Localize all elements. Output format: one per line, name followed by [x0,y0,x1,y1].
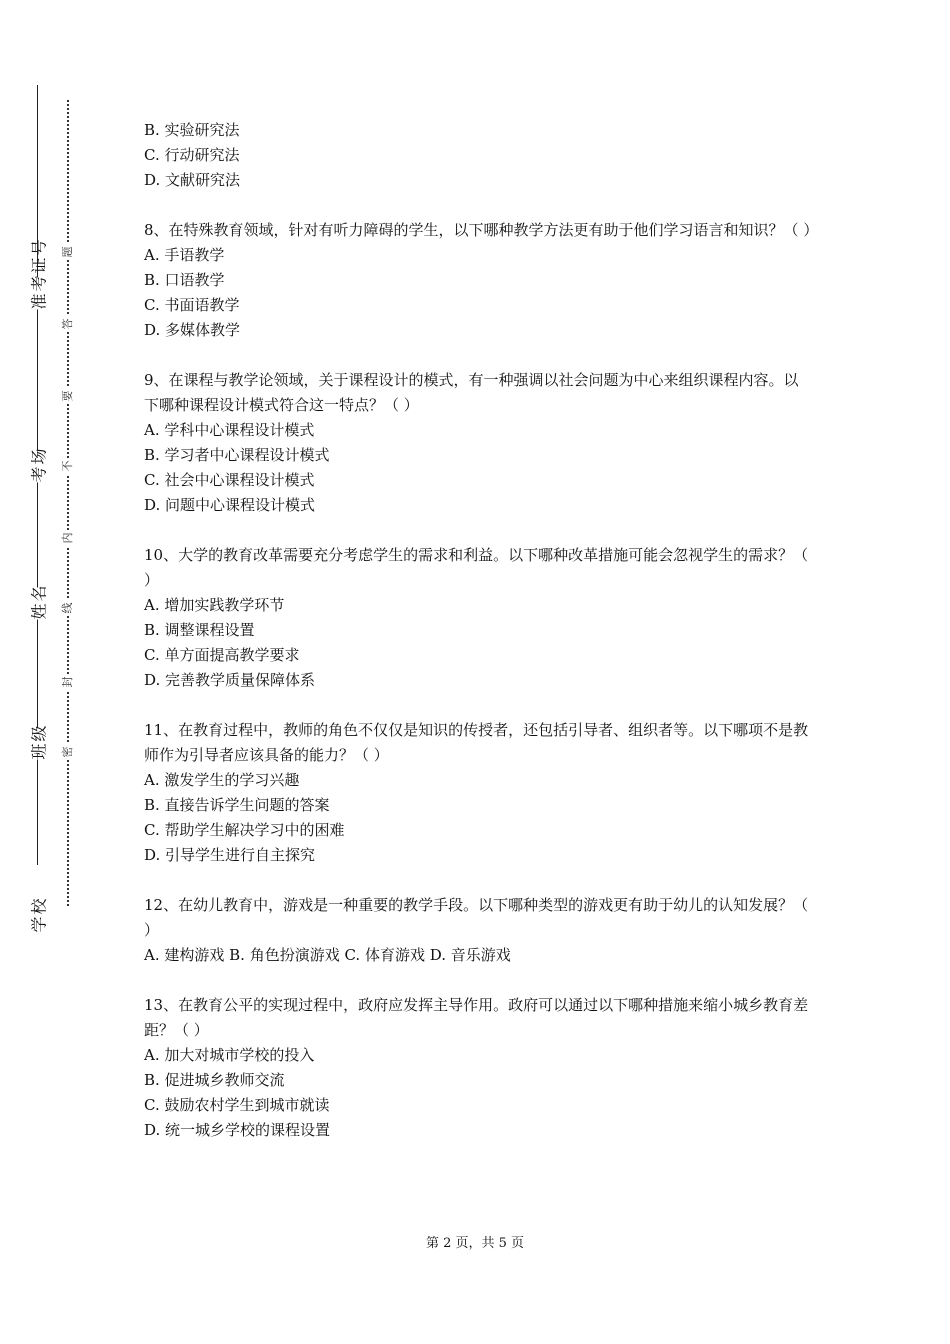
option: D. 文献研究法 [144,171,241,189]
seal-dotted-line [67,100,69,906]
option: A. 学科中心课程设计模式 [144,421,315,439]
question-stem: 10、大学的教育改革需要充分考虑学生的需求和利益。以下哪种改革措施可能会忽视学生的需求？（ ） [144,546,809,589]
option: B. 直接告诉学生问题的答案 [144,796,330,814]
field-class: 班级 [27,728,50,760]
option: C. 帮助学生解决学习中的困难 [144,821,345,839]
question-11 [144,718,812,868]
option: C. 书面语教学 [144,296,240,314]
seal-char: 密 [60,744,76,760]
option: D. 统一城乡学校的课程设置 [144,1121,331,1139]
field-exam-number: 准考证号 [27,278,50,310]
question-13 [144,993,812,1143]
option: A. 增加实践教学环节 [144,596,285,614]
field-name: 姓名 [27,588,50,620]
option: D. 引导学生进行自主探究 [144,846,316,864]
seal-char: 答 [60,316,76,332]
field-exam-room: 考场 [27,451,50,483]
continued-options [144,118,812,193]
question-stem: 9、在课程与教学论领域，关于课程设计的模式，有一种强调以社会问题为中心来组织课程内容。以下哪种课程设计模式符合这一特点？（ ） [144,371,799,414]
option: B. 学习者中心课程设计模式 [144,446,330,464]
question-8 [144,218,819,343]
seal-char: 线 [60,600,76,616]
seal-char: 内 [60,530,76,546]
option: C. 行动研究法 [144,146,240,164]
seal-char: 要 [60,388,76,404]
option: D. 完善教学质量保障体系 [144,671,316,689]
option: A. 手语教学 [144,246,225,264]
option: B. 实验研究法 [144,121,240,139]
page-number-footer: 第 2 页，共 5 页 [425,1236,525,1251]
question-stem: 12、在幼儿教育中，游戏是一种重要的教学手段。以下哪种类型的游戏更有助于幼儿的认知发展？（ ） [144,896,809,939]
question-12 [144,893,812,968]
question-9 [144,368,812,518]
question-stem: 13、在教育公平的实现过程中，政府应发挥主导作用。政府可以通过以下哪种措施来缩小城乡教育差距？（ ） [144,996,809,1039]
seal-char: 不 [60,458,76,474]
option: C. 单方面提高教学要求 [144,646,300,664]
question-stem: 8、在特殊教育领域，针对有听力障碍的学生，以下哪种教学方法更有助于他们学习语言和知识？（ ） [144,221,819,239]
option: D. 问题中心课程设计模式 [144,496,316,514]
seal-char: 题 [60,244,76,260]
question-10 [144,543,812,693]
option: A. 激发学生的学习兴趣 [144,771,300,789]
question-content [144,118,819,1143]
option: C. 鼓励农村学生到城市就读 [144,1096,330,1114]
question-stem: 11、在教育过程中，教师的角色不仅仅是知识的传授者，还包括引导者、组织者等。以下哪项不是教师作为引导者应该具备的能力？（ ） [144,721,809,764]
option: D. 多媒体教学 [144,321,241,339]
option: A. 加大对城市学校的投入 [144,1046,315,1064]
seal-char: 封 [60,674,76,690]
option: C. 社会中心课程设计模式 [144,471,315,489]
option-row: A. 建构游戏 B. 角色扮演游戏 C. 体育游戏 D. 音乐游戏 [144,946,511,964]
option: B. 口语教学 [144,271,225,289]
option: B. 促进城乡教师交流 [144,1071,285,1089]
option: B. 调整课程设置 [144,621,255,639]
field-school: 学校 [27,901,50,933]
binding-margin [0,0,110,1344]
